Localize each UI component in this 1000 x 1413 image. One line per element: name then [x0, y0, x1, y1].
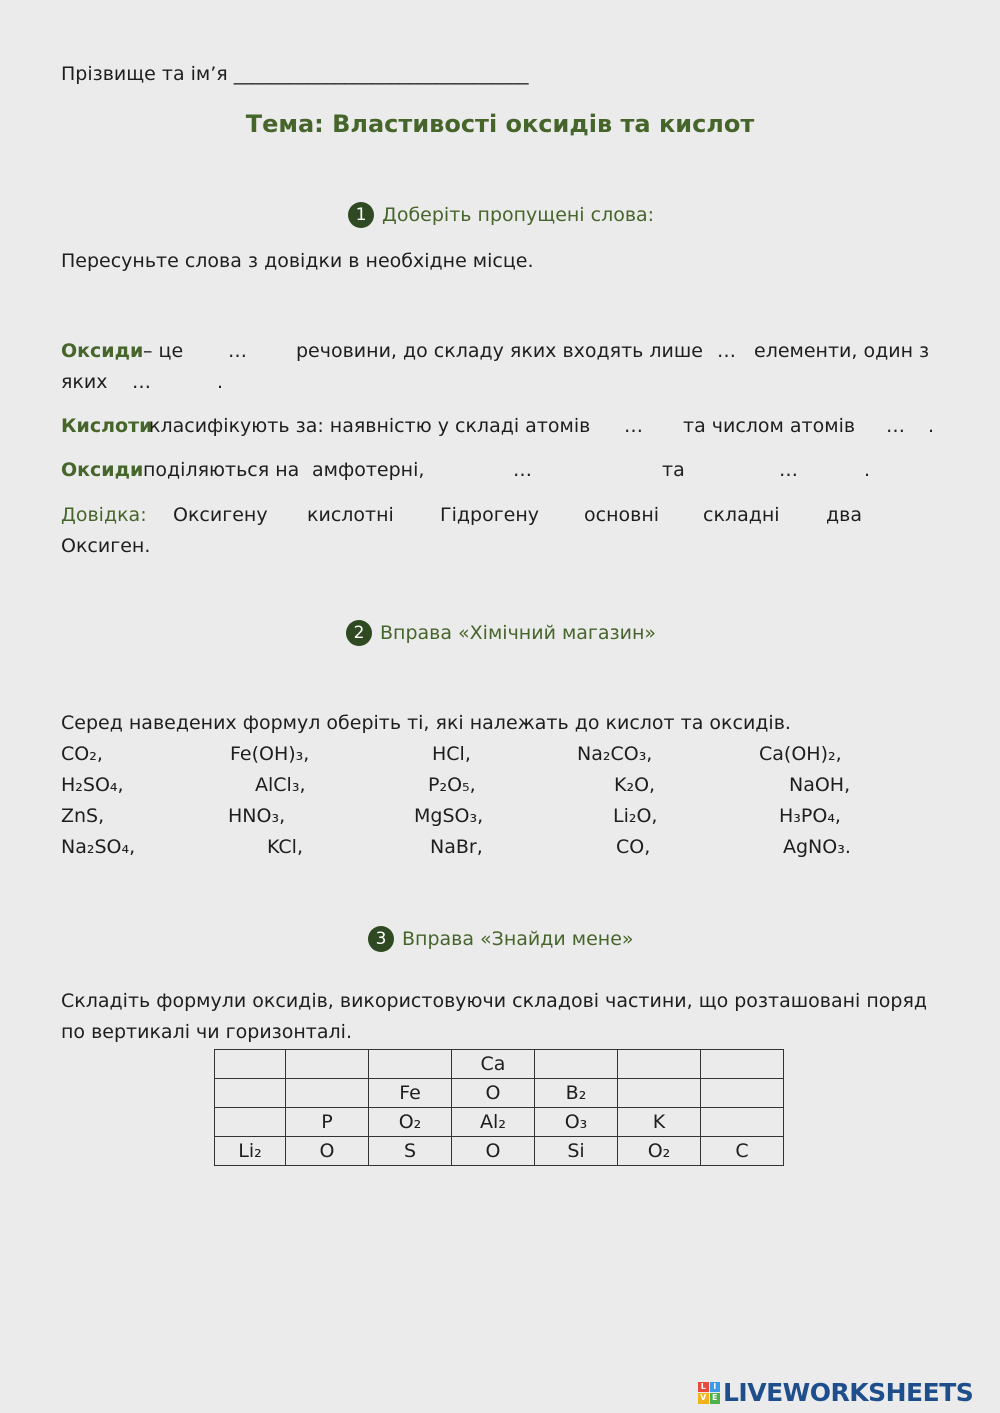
- section1-instruction: Пересуньте слова з довідки в необхідне місце.: [61, 250, 534, 272]
- element-grid: [214, 1049, 784, 1166]
- grid-cell[interactable]: Si: [535, 1137, 618, 1166]
- s3-gap2-dropzone[interactable]: …: [779, 459, 798, 481]
- section3-instruction-line1: Складіть формули оксидів, використовуючи складові частини, що розташовані поряд: [61, 990, 928, 1012]
- s1-part2: речовини, до складу яких входять лише: [296, 340, 703, 362]
- formula-item[interactable]: HCl,: [432, 743, 471, 765]
- s1-term: Оксиди: [61, 340, 144, 362]
- formula-item[interactable]: P₂O₅,: [428, 774, 476, 796]
- hint-word-draggable[interactable]: Оксигену: [173, 504, 268, 526]
- s1-gap3-dropzone[interactable]: …: [132, 371, 151, 393]
- name-line: ________________________________: [233, 63, 529, 85]
- grid-cell[interactable]: [286, 1050, 369, 1079]
- grid-row: [215, 1108, 784, 1137]
- grid-cell[interactable]: [215, 1108, 286, 1137]
- s2-part1: класифікують за: наявністю у складі атомів: [149, 415, 591, 437]
- grid-cell[interactable]: Ca: [452, 1050, 535, 1079]
- grid-cell[interactable]: Li₂: [215, 1137, 286, 1166]
- section1-heading-text: Доберіть пропущені слова:: [382, 204, 655, 226]
- section1-heading: [348, 202, 654, 228]
- hint-word-draggable[interactable]: основні: [584, 504, 660, 526]
- formula-item[interactable]: Na₂CO₃,: [577, 743, 653, 765]
- hint-word-draggable[interactable]: Оксиген.: [61, 535, 151, 557]
- grid-cell[interactable]: K: [618, 1108, 701, 1137]
- name-field-label-row: [61, 63, 528, 85]
- section3-number-badge: 3: [368, 926, 394, 952]
- formula-item[interactable]: CO,: [616, 836, 651, 858]
- hint-word-draggable[interactable]: Гідрогену: [440, 504, 540, 526]
- grid-cell[interactable]: [535, 1050, 618, 1079]
- grid-row: [215, 1050, 784, 1079]
- grid-cell[interactable]: [618, 1050, 701, 1079]
- liveworksheets-logo-icon: L I V E: [698, 1382, 720, 1404]
- hint-word-draggable[interactable]: кислотні: [307, 504, 394, 526]
- section2-heading-text: Вправа «Хімічний магазин»: [380, 622, 657, 644]
- formula-item[interactable]: Li₂O,: [613, 805, 658, 827]
- formula-item[interactable]: NaBr,: [430, 836, 483, 858]
- hint-word-draggable[interactable]: складні: [703, 504, 780, 526]
- formula-item[interactable]: H₂SO₄,: [61, 774, 124, 796]
- grid-cell[interactable]: [701, 1108, 784, 1137]
- formula-item[interactable]: Ca(OH)₂,: [759, 743, 842, 765]
- grid-cell[interactable]: O₂: [618, 1137, 701, 1166]
- section3-instruction-line2: по вертикалі чи горизонталі.: [61, 1021, 352, 1043]
- grid-cell[interactable]: P: [286, 1108, 369, 1137]
- grid-cell[interactable]: S: [369, 1137, 452, 1166]
- grid-cell[interactable]: O: [452, 1079, 535, 1108]
- liveworksheets-logo-text: LIVEWORKSHEETS: [723, 1378, 974, 1407]
- section2-number-badge: 2: [346, 620, 372, 646]
- grid-cell[interactable]: [618, 1079, 701, 1108]
- s1-gap1-dropzone[interactable]: …: [228, 340, 247, 362]
- s2-gap1-dropzone[interactable]: …: [624, 415, 643, 437]
- formula-item[interactable]: Fe(OH)₃,: [230, 743, 310, 765]
- section3-heading-text: Вправа «Знайди мене»: [402, 928, 634, 950]
- s3-gap1-dropzone[interactable]: …: [513, 459, 532, 481]
- grid-cell[interactable]: [701, 1050, 784, 1079]
- grid-cell[interactable]: [215, 1050, 286, 1079]
- formula-item[interactable]: AgNO₃.: [783, 836, 851, 858]
- name-label: Прізвище та ім’я: [61, 63, 228, 85]
- grid-cell[interactable]: Fe: [369, 1079, 452, 1108]
- grid-cell[interactable]: O: [286, 1137, 369, 1166]
- formula-item[interactable]: HNO₃,: [228, 805, 286, 827]
- hint-label: Довідка:: [61, 504, 147, 526]
- s1-gap2-dropzone[interactable]: …: [717, 340, 736, 362]
- section3-heading: [368, 926, 634, 952]
- section2-instruction: Серед наведених формул оберіть ті, які належать до кислот та оксидів.: [61, 712, 791, 734]
- s3-part1: поділяються на: [143, 459, 300, 481]
- grid-row: [215, 1079, 784, 1108]
- formula-item[interactable]: CO₂,: [61, 743, 103, 765]
- formula-item[interactable]: MgSO₃,: [414, 805, 484, 827]
- s3-part2: амфотерні,: [312, 459, 425, 481]
- formula-item[interactable]: Na₂SO₄,: [61, 836, 136, 858]
- s1-part3: елементи, один з: [754, 340, 930, 362]
- s2-end: .: [928, 415, 935, 437]
- s1-end: .: [217, 371, 224, 393]
- s1-part4: яких: [61, 371, 108, 393]
- s2-gap2-dropzone[interactable]: …: [886, 415, 905, 437]
- formula-item[interactable]: H₃PO₄,: [779, 805, 841, 827]
- s3-part3: та: [662, 459, 685, 481]
- grid-cell[interactable]: O₂: [369, 1108, 452, 1137]
- grid-row: [215, 1137, 784, 1166]
- formula-item[interactable]: K₂O,: [614, 774, 656, 796]
- formula-item[interactable]: KCl,: [267, 836, 304, 858]
- formula-item[interactable]: NaOH,: [789, 774, 851, 796]
- s2-term: Кислоти: [61, 415, 153, 437]
- grid-cell[interactable]: [369, 1050, 452, 1079]
- liveworksheets-logo[interactable]: [698, 1378, 973, 1407]
- s3-end: .: [864, 459, 871, 481]
- grid-cell[interactable]: [701, 1079, 784, 1108]
- s3-term: Оксиди: [61, 459, 144, 481]
- page-title: Тема: Властивості оксидів та кислот: [245, 110, 755, 138]
- s2-part2: та числом атомів: [683, 415, 856, 437]
- grid-cell[interactable]: [215, 1079, 286, 1108]
- grid-cell[interactable]: O₃: [535, 1108, 618, 1137]
- section2-heading: [346, 620, 656, 646]
- formula-item[interactable]: AlCl₃,: [255, 774, 306, 796]
- section1-number-badge: 1: [348, 202, 374, 228]
- formula-item[interactable]: ZnS,: [61, 805, 105, 827]
- hint-word-draggable[interactable]: два: [826, 504, 862, 526]
- grid-cell[interactable]: Al₂: [452, 1108, 535, 1137]
- grid-cell[interactable]: B₂: [535, 1079, 618, 1108]
- s1-part1: – це: [143, 340, 184, 362]
- grid-cell[interactable]: C: [701, 1137, 784, 1166]
- grid-cell[interactable]: O: [452, 1137, 535, 1166]
- grid-cell[interactable]: [286, 1079, 369, 1108]
